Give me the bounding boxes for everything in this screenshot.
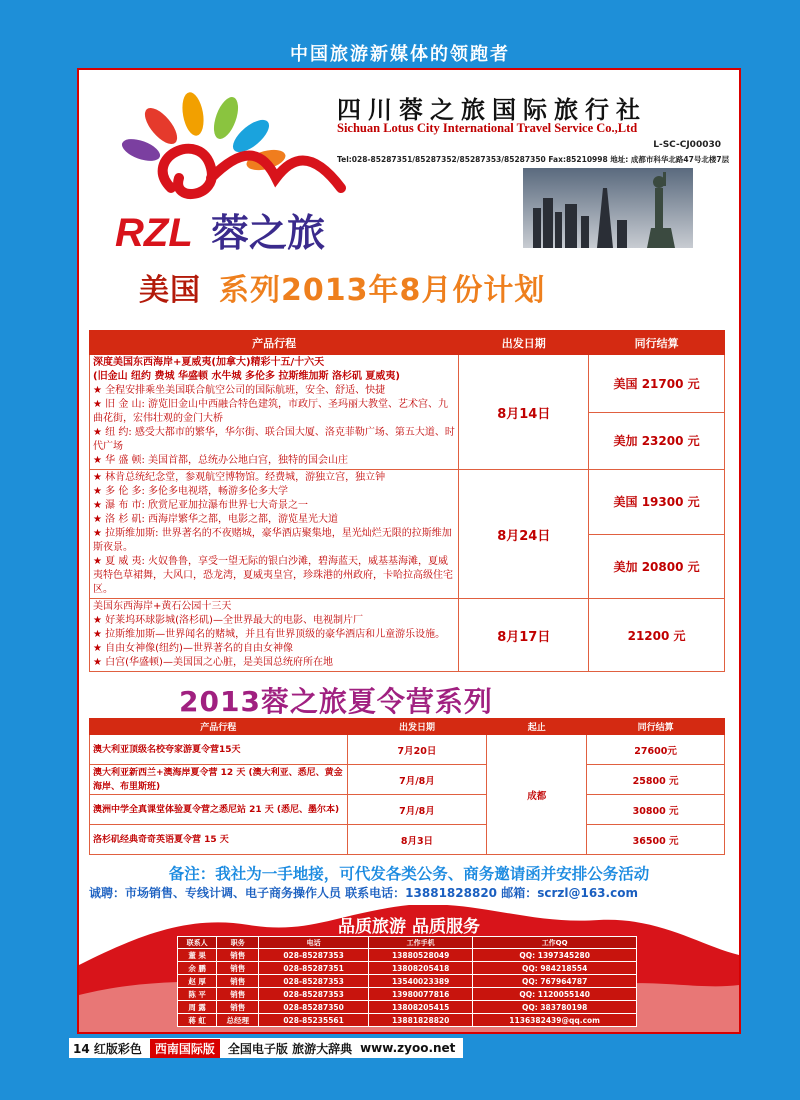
- new-york-skyline-photo: [523, 168, 693, 248]
- table-row: 洛杉矶经典奇奇英语夏令营 15 天 8月3日 36500 元: [90, 825, 725, 855]
- page-footer: [69, 1038, 463, 1058]
- remark-note: 备注：我社为一手地接，可代发各类公务、商务邀请函并安排公务活动: [168, 865, 650, 883]
- tour-date-3: 8月17日: [459, 599, 589, 672]
- tour-price-1b: 美加 23200 元: [589, 412, 725, 470]
- banner-slogan: 中国旅游新媒体的领跑者: [290, 44, 510, 65]
- camp-origin: 成都: [487, 735, 587, 855]
- headline-part1: 美国: [139, 273, 201, 308]
- col-header-date: 出发日期: [459, 331, 589, 355]
- camp-col-date: 出发日期: [347, 719, 487, 735]
- logo-brand: RZL: [115, 211, 193, 255]
- table-row: 陈 平 销售 028-85287353 13980077816 QQ: 1120055140: [178, 988, 637, 1001]
- tour-price-3: 21200 元: [589, 599, 725, 672]
- staff-contact-table: 联系人 职务 电话 工作手机 工作QQ 董 果 销售 028-85287353 13880528049 QQ: 1397345280 余 鹏 销售 028-85287351 13808205418 QQ: 984218554 赵 厚 销售 028-85287353 13540023389 QQ: 767964787 陈 平 销售 028-85287353 13980077816 QQ: 1120055140 周 露 销售 028-85287350 13808205415 QQ: 383780198 蒋 虹 总经理 028-85235561 13881828820 1136382439@qq.com: [177, 936, 637, 1027]
- tour-group-2-desc: 美国东西海岸+黄石公园十三天 ★ 好莱坞环球影城(洛杉矶)—全世界最大的电影、电视制片厂 ★ 拉斯维加斯—世界闻名的赌城，并且有世界顶级的豪华酒店和儿童游乐设施。 ★ 自由女神像(纽约)—世界著名的自由女神像 ★ 白宫(华盛顿)—美国国之心脏，是美国总统府所在地: [90, 599, 459, 672]
- company-logo: [101, 88, 351, 258]
- col-header-itinerary: 产品行程: [90, 331, 459, 355]
- footer-title: 全国电子版 旅游大辞典: [227, 1041, 353, 1056]
- table-row: 周 露 销售 028-85287350 13808205415 QQ: 383780198: [178, 1001, 637, 1014]
- table-row: 董 果 销售 028-85287353 13880528049 QQ: 1397345280: [178, 949, 637, 962]
- tour-price-2b: 美加 20800 元: [589, 534, 725, 599]
- table-row: 澳洲中学全真课堂体验夏令营之悉尼站 21 天 (悉尼、墨尔本) 7月/8月 30800 元: [90, 795, 725, 825]
- camp-col-price: 同行结算: [587, 719, 725, 735]
- tour-group-1-desc: 深度美国东西海岸+夏威夷(加拿大)精彩十五/十六天 (旧金山 纽约 费城 华盛顿 水牛城 多伦多 拉斯维加斯 洛杉矶 夏威夷) ★ 全程安排乘坐美国联合航空公司的国际航班，安全、舒适、快捷 ★ 旧 金 山: 游览旧金山中西融合特色建筑，市政厅、圣玛丽大教堂、艺术宫、九曲花街，宏伟壮观的金门大桥 ★ 纽 约: 感受大都市的繁华，华尔街、联合国大厦、洛克菲勒广场、第五大道、时代广场 ★ 华 盛 顿: 美国首都，总统办公地白宫，独特的国会山庄: [90, 355, 459, 470]
- summer-camp-table: [89, 718, 725, 855]
- footer-page: 14 红版彩色: [73, 1041, 142, 1056]
- footer-edition: 西南国际版: [150, 1039, 220, 1058]
- page-headline: [139, 265, 545, 309]
- tour-date-1: 8月14日: [459, 355, 589, 470]
- summer-camp-title: 2013蓉之旅夏令营系列: [179, 685, 493, 718]
- tour-date-2: 8月24日: [459, 470, 589, 599]
- camp-col-itinerary: 产品行程: [90, 719, 348, 735]
- company-contact: Tel:028-85287351/85287352/85287353/85287350 Fax:85210998 地址: 成都市科华北路47号北楼7层: [337, 155, 730, 164]
- license-number: L-SC-CJ00030: [653, 140, 721, 150]
- tour-group-1-desc-cont: ★ 林肯总统纪念堂，参观航空博物馆。经费城，游独立宫，独立钟 ★ 多 伦 多: 多伦多电视塔，畅游多伦多大学 ★ 瀑 布 市: 欣赏尼亚加拉瀑布世界七大奇景之一 ★ 洛 杉 矶: 西海岸繁华之都，电影之都，游览星光大道 ★ 拉斯维加斯: 世界著名的不夜赌城，豪华酒店聚集地，星光灿烂无限的拉斯维加斯夜景。 ★ 夏 威 夷: 火奴鲁鲁，享受一望无际的银白沙滩，碧海蓝天，威基基海滩，夏威夷特色草裙舞，大风口，恐龙湾，夏威夷皇宫，珍珠港的州政府，卡哈拉高级住宅区。: [90, 470, 459, 599]
- table-row: 澳大利亚顶级名校夸家游夏令营15天 7月20日 成都 27600元: [90, 735, 725, 765]
- hiring-notice: 诚聘：市场销售、专线计调、电子商务操作人员 联系电话：13881828820 邮箱：scrzl@163.com: [89, 886, 638, 900]
- table-row: 蒋 虹 总经理 028-85235561 13881828820 1136382439@qq.com: [178, 1014, 637, 1027]
- logo-swirl: [163, 149, 341, 194]
- logo-brand-cn: 蓉之旅: [211, 211, 326, 255]
- service-slogan: 品质旅游 品质服务: [338, 917, 480, 937]
- camp-col-origin: 起止: [487, 719, 587, 735]
- footer-url[interactable]: www.zyoo.net: [360, 1041, 456, 1055]
- tour-price-1a: 美国 21700 元: [589, 355, 725, 413]
- headline-part2: 系列2013年8月份计划: [219, 273, 546, 308]
- tour-price-2a: 美国 19300 元: [589, 470, 725, 535]
- company-name-en: Sichuan Lotus City International Travel Service Co.,Ltd: [337, 121, 638, 135]
- usa-tour-table: [89, 330, 725, 672]
- company-name-cn: 四川蓉之旅国际旅行社: [337, 95, 647, 124]
- col-header-price: 同行结算: [589, 331, 725, 355]
- table-row: 澳大利亚新西兰+澳海岸夏令营 12 天 (澳大利亚、悉尼、黄金海岸、布里斯班) 7月/8月 25800 元: [90, 765, 725, 795]
- flyer-sheet: [77, 68, 741, 1034]
- table-row: 赵 厚 销售 028-85287353 13540023389 QQ: 767964787: [178, 975, 637, 988]
- table-row: 余 鹏 销售 028-85287351 13808205418 QQ: 984218554: [178, 962, 637, 975]
